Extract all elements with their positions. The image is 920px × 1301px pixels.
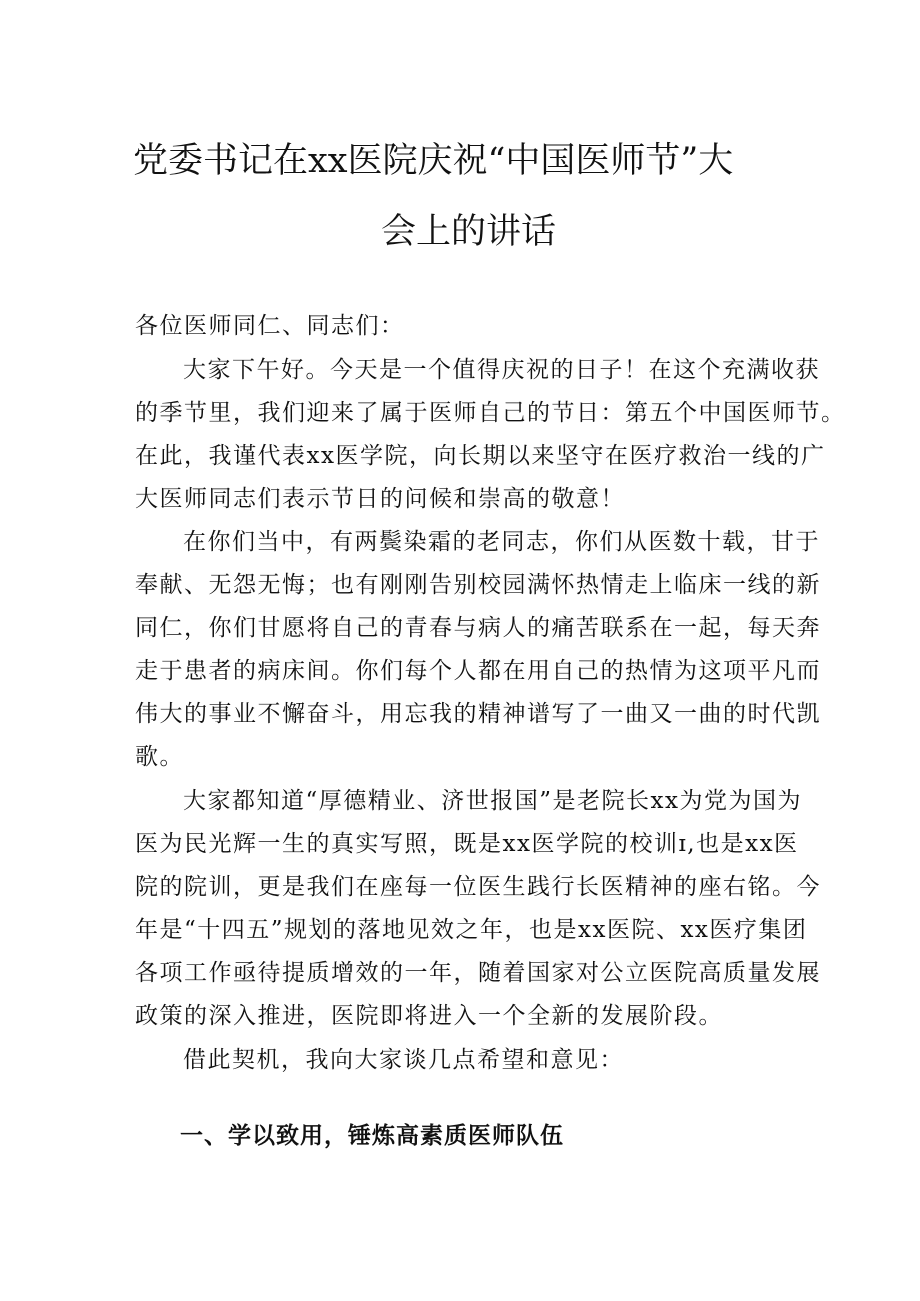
- paragraph-2-line-6: 歌。: [135, 744, 184, 770]
- paragraph-3-line-2: 医为民光辉一生的真实写照，既是xx医学院的校训ɪ,也是xx医: [135, 831, 799, 857]
- paragraph-1-line-3: 在此，我谨代表xx医学院，向长期以来坚守在医疗救治一线的广: [135, 443, 826, 469]
- salutation: 各位医师同仁、同志们：: [135, 313, 405, 339]
- paragraph-2-line-4: 走于患者的病床间。你们每个人都在用自己的热情为这项平凡而: [135, 658, 821, 684]
- paragraph-2-line-1: 在你们当中，有两鬓染霜的老同志，你们从医数十载，甘于: [183, 529, 820, 555]
- paragraph-2-line-5: 伟大的事业不懈奋斗，用忘我的精神谱写了一曲又一曲的时代凯: [135, 701, 821, 727]
- section-heading: 一、学以致用，锤炼高素质医师队伍: [180, 1123, 564, 1149]
- document-title-line-2: 会上的讲话: [381, 212, 557, 252]
- paragraph-3-line-1: 大家都知道“厚德精业、济世报国”是老院长xx为党为国为: [183, 788, 802, 814]
- paragraph-4-line-1: 借此契机，我向大家谈几点希望和意见：: [183, 1047, 624, 1073]
- paragraph-1-line-4: 大医师同志们表示节日的问候和崇高的敬意！: [135, 486, 625, 512]
- paragraph-1-line-1: 大家下午好。今天是一个值得庆祝的日子！在这个充满收获: [183, 357, 820, 383]
- paragraph-2-line-2: 奉献、无怨无悔；也有刚刚告别校园满怀热情走上临床一线的新: [135, 572, 821, 598]
- paragraph-3-line-5: 各项工作亟待提质增效的一年，随着国家对公立医院高质量发展: [135, 960, 821, 986]
- paragraph-3-line-3: 院的院训，更是我们在座每一位医生践行长医精神的座右铭。今: [135, 874, 821, 900]
- paragraph-2-line-3: 同仁，你们甘愿将自己的青春与病人的痛苦联系在一起，每天奔: [135, 615, 821, 641]
- document-title-line-1: 党委书记在xx医院庆祝“中国医师节”大: [133, 141, 734, 181]
- paragraph-3-line-6: 政策的深入推进，医院即将进入一个全新的发展阶段。: [135, 1003, 723, 1029]
- paragraph-3-line-4: 年是“十四五”规划的落地见效之年，也是xx医院、xx医疗集团: [135, 917, 808, 943]
- paragraph-1-line-2: 的季节里，我们迎来了属于医师自己的节日：第五个中国医师节。: [135, 400, 846, 426]
